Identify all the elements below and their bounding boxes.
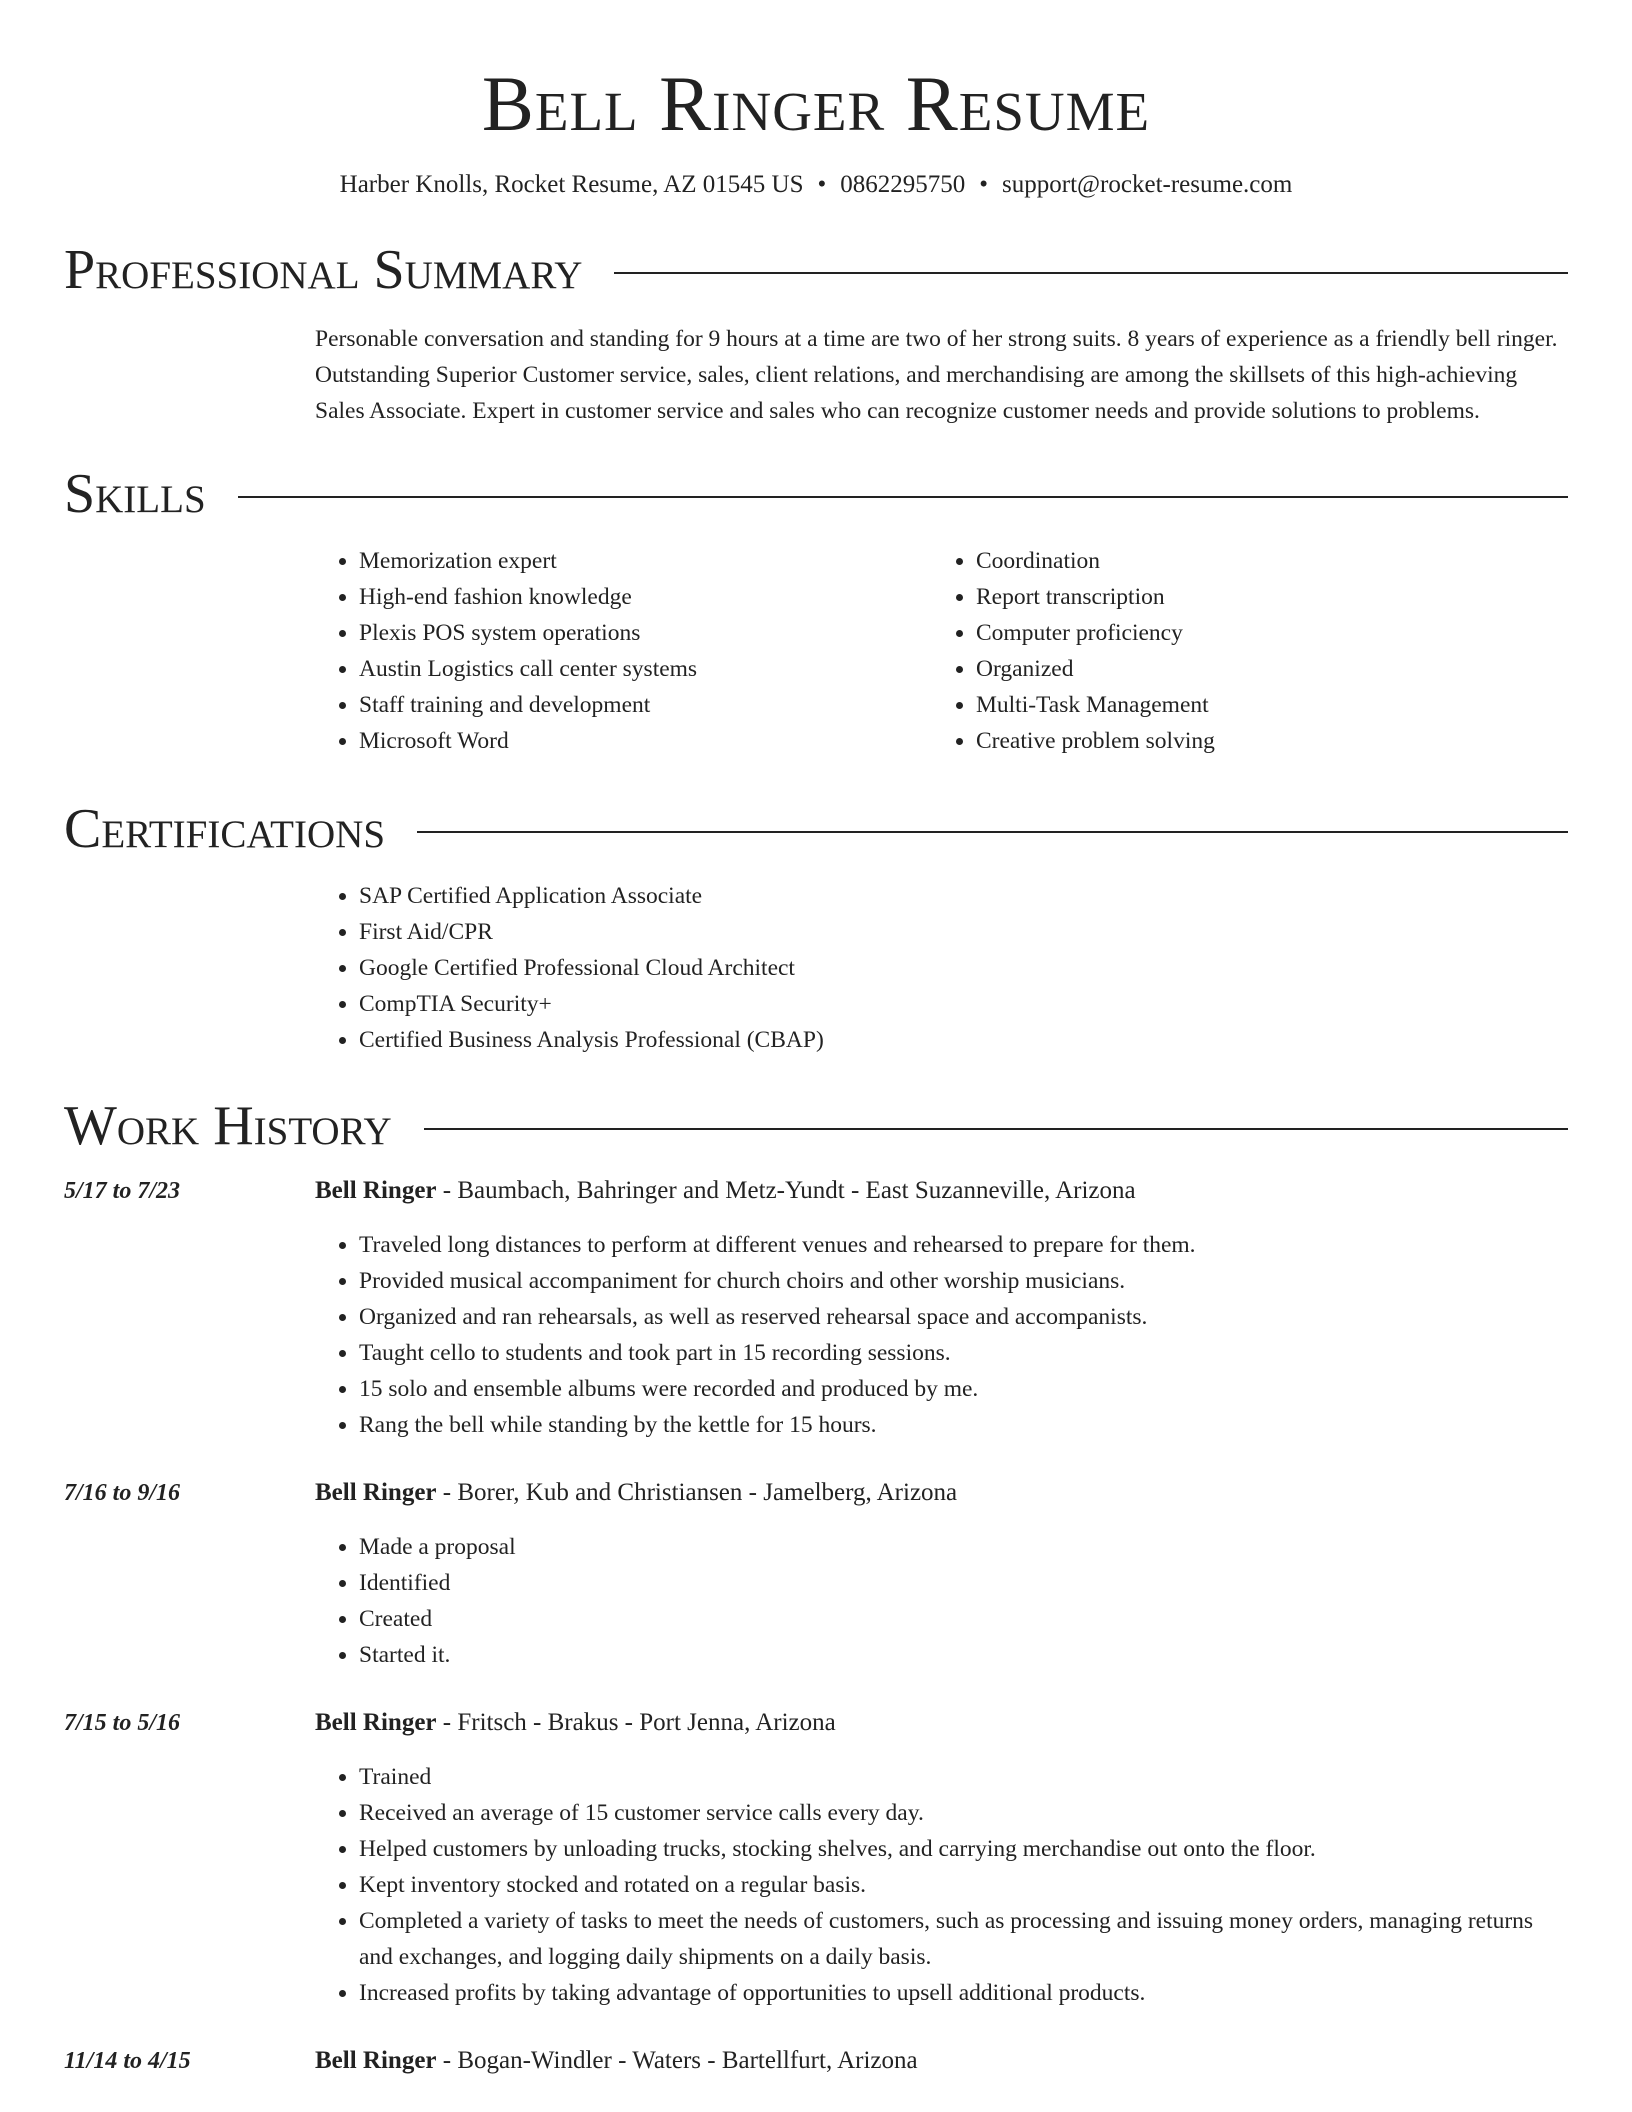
skills-column-left bbox=[315, 543, 932, 759]
skill-item: • Coordination bbox=[976, 543, 1549, 579]
contact-line bbox=[64, 168, 1568, 202]
certification-item: • CompTIA Security+ bbox=[359, 986, 1568, 1022]
job-bullet: • Provided musical accompaniment for church choirs and other worship musicians. bbox=[359, 1263, 1568, 1299]
job-entry bbox=[64, 1705, 1568, 2011]
job-bullet: • Made a proposal bbox=[359, 1529, 1568, 1565]
section-divider bbox=[238, 496, 1568, 498]
certifications-title: Certifications bbox=[64, 798, 386, 860]
skill-item: • Memorization expert bbox=[359, 543, 932, 579]
job-employer-location: - Borer, Kub and Christiansen - Jamelberg, Arizona bbox=[436, 1479, 958, 1506]
job-bullets bbox=[315, 1759, 1568, 2011]
skill-item: • Plexis POS system operations bbox=[359, 615, 932, 651]
job-title-line bbox=[315, 1475, 1568, 1511]
job-dates: 7/15 to 5/16 bbox=[64, 1710, 181, 1736]
summary-section bbox=[64, 235, 1568, 429]
section-divider bbox=[614, 272, 1568, 274]
job-bullet: • Received an average of 15 customer service calls every day. bbox=[359, 1795, 1568, 1831]
skill-item: • Computer proficiency bbox=[976, 615, 1549, 651]
job-bullet: • Trained bbox=[359, 1759, 1568, 1795]
job-title-line bbox=[315, 1173, 1568, 1209]
certification-item: • Certified Business Analysis Professional (CBAP) bbox=[359, 1022, 1568, 1058]
skill-item: • Organized bbox=[976, 651, 1549, 687]
job-bullets bbox=[315, 1529, 1568, 1673]
contact-separator: • bbox=[817, 171, 827, 198]
job-bullet: • Started it. bbox=[359, 1637, 1568, 1673]
skills-grid bbox=[315, 543, 1568, 759]
job-entry bbox=[64, 2043, 1568, 2079]
job-entry bbox=[64, 1475, 1568, 1673]
work-history-title: Work History bbox=[64, 1095, 392, 1157]
job-dates: 5/17 to 7/23 bbox=[64, 1178, 181, 1204]
job-bullets bbox=[315, 1227, 1568, 1443]
job-bullet: • Created bbox=[359, 1601, 1568, 1637]
job-role: Bell Ringer bbox=[315, 1177, 437, 1204]
job-role: Bell Ringer bbox=[315, 1479, 437, 1506]
job-employer-location: - Bogan-Windler - Waters - Bartellfurt, Arizona bbox=[436, 2047, 918, 2074]
summary-text: Personable conversation and standing for 9 hours at a time are two of her strong suits. 8 years of experience as a friendly bell ringer. Outstanding Superior Customer service, sales, client relations, and merchandising are among the skillsets of this high-achieving Sales Associate. Expert in customer service and sales who can recognize customer needs and provide solutions to problems. bbox=[315, 326, 1558, 424]
skill-item: • Multi-Task Management bbox=[976, 687, 1549, 723]
section-divider bbox=[424, 1128, 1568, 1130]
job-bullet: • Helped customers by unloading trucks, stocking shelves, and carrying merchandise out onto the floor. bbox=[359, 1831, 1568, 1867]
summary-title: Professional Summary bbox=[64, 239, 583, 301]
work-history-section bbox=[64, 1091, 1568, 2079]
certification-item: • First Aid/CPR bbox=[359, 914, 1568, 950]
job-role: Bell Ringer bbox=[315, 1709, 437, 1736]
contact-phone: 0862295750 bbox=[840, 171, 966, 198]
skills-column-right bbox=[932, 543, 1549, 759]
skill-item: • Microsoft Word bbox=[359, 723, 932, 759]
job-title-line bbox=[315, 2043, 1568, 2079]
work-history-heading bbox=[64, 1091, 1568, 1161]
job-bullet: • Taught cello to students and took part in 15 recording sessions. bbox=[359, 1335, 1568, 1371]
certifications-heading bbox=[64, 794, 1568, 864]
skill-item: • High-end fashion knowledge bbox=[359, 579, 932, 615]
job-bullet: • Organized and ran rehearsals, as well as reserved rehearsal space and accompanists. bbox=[359, 1299, 1568, 1335]
certifications-list bbox=[315, 878, 1568, 1058]
job-bullet: • Identified bbox=[359, 1565, 1568, 1601]
certifications-section bbox=[64, 794, 1568, 1058]
skills-section bbox=[64, 459, 1568, 759]
skill-item: • Austin Logistics call center systems bbox=[359, 651, 932, 687]
contact-separator: • bbox=[979, 171, 989, 198]
contact-email: support@rocket-resume.com bbox=[1002, 171, 1293, 198]
job-employer-location: - Fritsch - Brakus - Port Jenna, Arizona bbox=[436, 1709, 836, 1736]
job-bullet: • Rang the bell while standing by the kettle for 15 hours. bbox=[359, 1407, 1568, 1443]
job-dates: 7/16 to 9/16 bbox=[64, 1480, 181, 1506]
skills-title: Skills bbox=[64, 463, 206, 525]
job-bullet: • Kept inventory stocked and rotated on a regular basis. bbox=[359, 1867, 1568, 1903]
resume-page bbox=[64, 0, 1568, 2079]
job-bullet: • Traveled long distances to perform at different venues and rehearsed to prepare for them. bbox=[359, 1227, 1568, 1263]
contact-address: Harber Knolls, Rocket Resume, AZ 01545 US bbox=[339, 171, 804, 198]
job-bullet: • 15 solo and ensemble albums were recorded and produced by me. bbox=[359, 1371, 1568, 1407]
certification-item: • SAP Certified Application Associate bbox=[359, 878, 1568, 914]
job-entry bbox=[64, 1173, 1568, 1443]
job-title-line bbox=[315, 1705, 1568, 1741]
job-bullet: • Completed a variety of tasks to meet the needs of customers, such as processing and issuing money orders, managing returns and exchanges, and logging daily shipments on a daily basis. bbox=[359, 1903, 1568, 1975]
skill-item: • Staff training and development bbox=[359, 687, 932, 723]
job-employer-location: - Baumbach, Bahringer and Metz-Yundt - East Suzanneville, Arizona bbox=[436, 1177, 1136, 1204]
skill-item: • Creative problem solving bbox=[976, 723, 1549, 759]
certification-item: • Google Certified Professional Cloud Architect bbox=[359, 950, 1568, 986]
job-bullet: • Increased profits by taking advantage of opportunities to upsell additional products. bbox=[359, 1975, 1568, 2011]
skills-heading bbox=[64, 459, 1568, 529]
resume-name: Bell Ringer Resume bbox=[481, 60, 1151, 147]
summary-heading bbox=[64, 235, 1568, 305]
job-dates: 11/14 to 4/15 bbox=[64, 2048, 191, 2074]
section-divider bbox=[417, 831, 1568, 833]
skill-item: • Report transcription bbox=[976, 579, 1549, 615]
job-role: Bell Ringer bbox=[315, 2047, 437, 2074]
